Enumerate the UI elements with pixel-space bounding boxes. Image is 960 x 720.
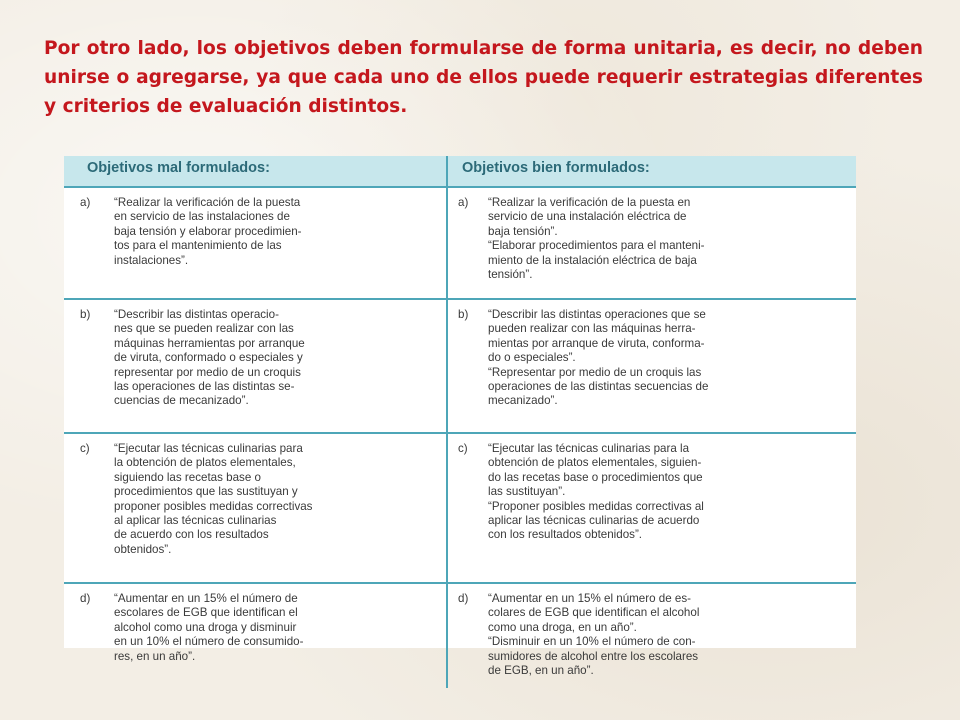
bad-objective-cell <box>64 433 447 583</box>
header-good-objectives: Objetivos bien formulados: <box>447 156 856 187</box>
table-header-row <box>64 156 856 187</box>
item-letter: d) <box>80 592 91 605</box>
good-objective-cell <box>447 583 856 688</box>
good-objective-text: “Describir las distintas operaciones que se pueden realizar con las máquinas herra- mientas por arranque de viruta, conforma- do o especiales”. “Representar por medio de un croquis las operaciones de las distintas secuencias de mecanizado”. <box>488 308 709 408</box>
good-objective-cell <box>447 433 856 583</box>
good-objective-text: “Ejecutar las técnicas culinarias para la obtención de platos elementales, siguien- do las recetas base o procedimientos que las sustituyan”. “Proponer posibles medidas correctivas al aplicar las técnicas culinarias de acuerdo con los resultados obtenidos”. <box>488 442 704 542</box>
table-row <box>64 583 856 688</box>
item-letter: a) <box>458 196 469 209</box>
table-row <box>64 299 856 433</box>
item-letter: d) <box>458 592 469 605</box>
bad-objective-cell <box>64 187 447 299</box>
bad-objective-text: “Realizar la verificación de la puesta en servicio de las instalaciones de baja tensión y elaborar procedimien- tos para el mantenimiento de las instalaciones”. <box>114 196 302 267</box>
intro-paragraph: Por otro lado, los objetivos deben formularse de forma unitaria, es decir, no deben unirse o agregarse, ya que cada uno de ellos puede requerir estrategias diferentes y criterios de evaluación distintos. <box>44 38 923 117</box>
bad-objective-text: “Ejecutar las técnicas culinarias para la obtención de platos elementales, siguiendo las recetas base o procedimientos que las sustituyan y proponer posibles medidas correctivas al aplicar las técnicas culinarias de acuerdo con los resultados obtenidos”. <box>114 442 313 556</box>
item-letter: b) <box>80 308 91 321</box>
bad-objective-cell <box>64 299 447 433</box>
item-letter: b) <box>458 308 469 321</box>
good-objective-text: “Aumentar en un 15% el número de es- colares de EGB que identifican el alcohol como una droga, en un año”. “Disminuir en un 10% el número de con- sumidores de alcohol entre los escolares de EGB, en un año”. <box>488 592 700 678</box>
header-bad-objectives: Objetivos mal formulados: <box>64 156 447 187</box>
objectives-table-image <box>64 156 856 678</box>
bad-objective-text: “Describir las distintas operacio- nes que se pueden realizar con las máquinas herramientas por arranque de viruta, conformado o especiales y representar por medio de un croquis las operaciones de las distintas se- cuencias de mecanizado”. <box>114 308 305 408</box>
objectives-comparison-table <box>64 156 856 688</box>
good-objective-text: “Realizar la verificación de la puesta en servicio de una instalación eléctrica de baja tensión”. “Elaborar procedimientos para el manteni- miento de la instalación eléctrica de baja tensión”. <box>488 196 705 282</box>
table-row <box>64 187 856 299</box>
item-letter: a) <box>80 196 91 209</box>
table-row <box>64 433 856 583</box>
item-letter: c) <box>80 442 90 455</box>
bad-objective-cell <box>64 583 447 688</box>
good-objective-cell <box>447 187 856 299</box>
bad-objective-text: “Aumentar en un 15% el número de escolares de EGB que identifican el alcohol como una droga y disminuir en un 10% el número de consumido- res, en un año”. <box>114 592 304 663</box>
item-letter: c) <box>458 442 468 455</box>
good-objective-cell <box>447 299 856 433</box>
